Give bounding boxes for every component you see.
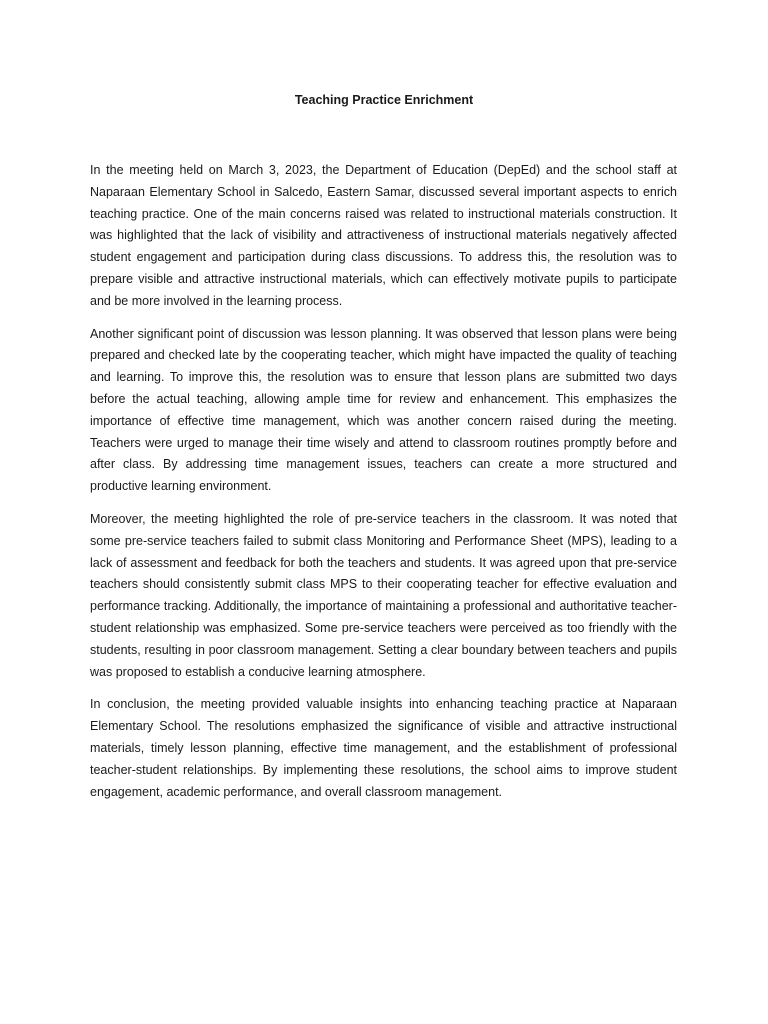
document-body bbox=[90, 160, 677, 814]
paragraph-pre-service-teachers: Moreover, the meeting highlighted the role of pre-service teachers in the classroom. It was noted that some pre-service teachers failed to submit class Monitoring and Performance Sheet (MPS), leading to a lack of assessment and feedback for both the teachers and students. It was agreed upon that pre-service teachers should consistently submit class MPS to their cooperating teacher for effective evaluation and performance tracking. Additionally, the importance of maintaining a professional and authoritative teacher-student relationship was emphasized. Some pre-service teachers were perceived as too friendly with the students, resulting in poor classroom management. Setting a clear boundary between teachers and pupils was proposed to establish a conducive learning atmosphere. bbox=[90, 511, 677, 679]
paragraph-intro-deped-meeting: In the meeting held on March 3, 2023, the Department of Education (DepEd) and the school staff at Naparaan Elementary School in Salcedo, Eastern Samar, discussed several important aspects to enrich teaching practice. One of the main concerns raised was related to instructional materials construction. It was highlighted that the lack of visibility and attractiveness of instructional materials negatively affected student engagement and participation during class discussions. To address this, the resolution was to prepare visible and attractive instructional materials, which can effectively motivate pupils to participate and be more involved in the learning process. bbox=[90, 163, 677, 308]
paragraph-lesson-planning: Another significant point of discussion was lesson planning. It was observed that lesson plans were being prepared and checked late by the cooperating teacher, which might have impacted the quality of teaching and learning. To improve this, the resolution was to ensure that lesson plans are submitted two days before the actual teaching, allowing ample time for review and enhancement. This emphasizes the importance of effective time management, which was another concern raised during the meeting. Teachers were urged to manage their time wisely and attend to classroom routines promptly before and after class. By addressing time management issues, teachers can create a more structured and productive learning environment. bbox=[90, 326, 677, 494]
paragraph-conclusion: In conclusion, the meeting provided valuable insights into enhancing teaching practice at Naparaan Elementary School. The resolutions emphasized the significance of visible and attractive instructional materials, timely lesson planning, effective time management, and the establishment of professional teacher-student relationships. By implementing these resolutions, the school aims to improve student engagement, academic performance, and overall classroom management. bbox=[90, 697, 677, 799]
document-title: Teaching Practice Enrichment bbox=[294, 93, 474, 107]
